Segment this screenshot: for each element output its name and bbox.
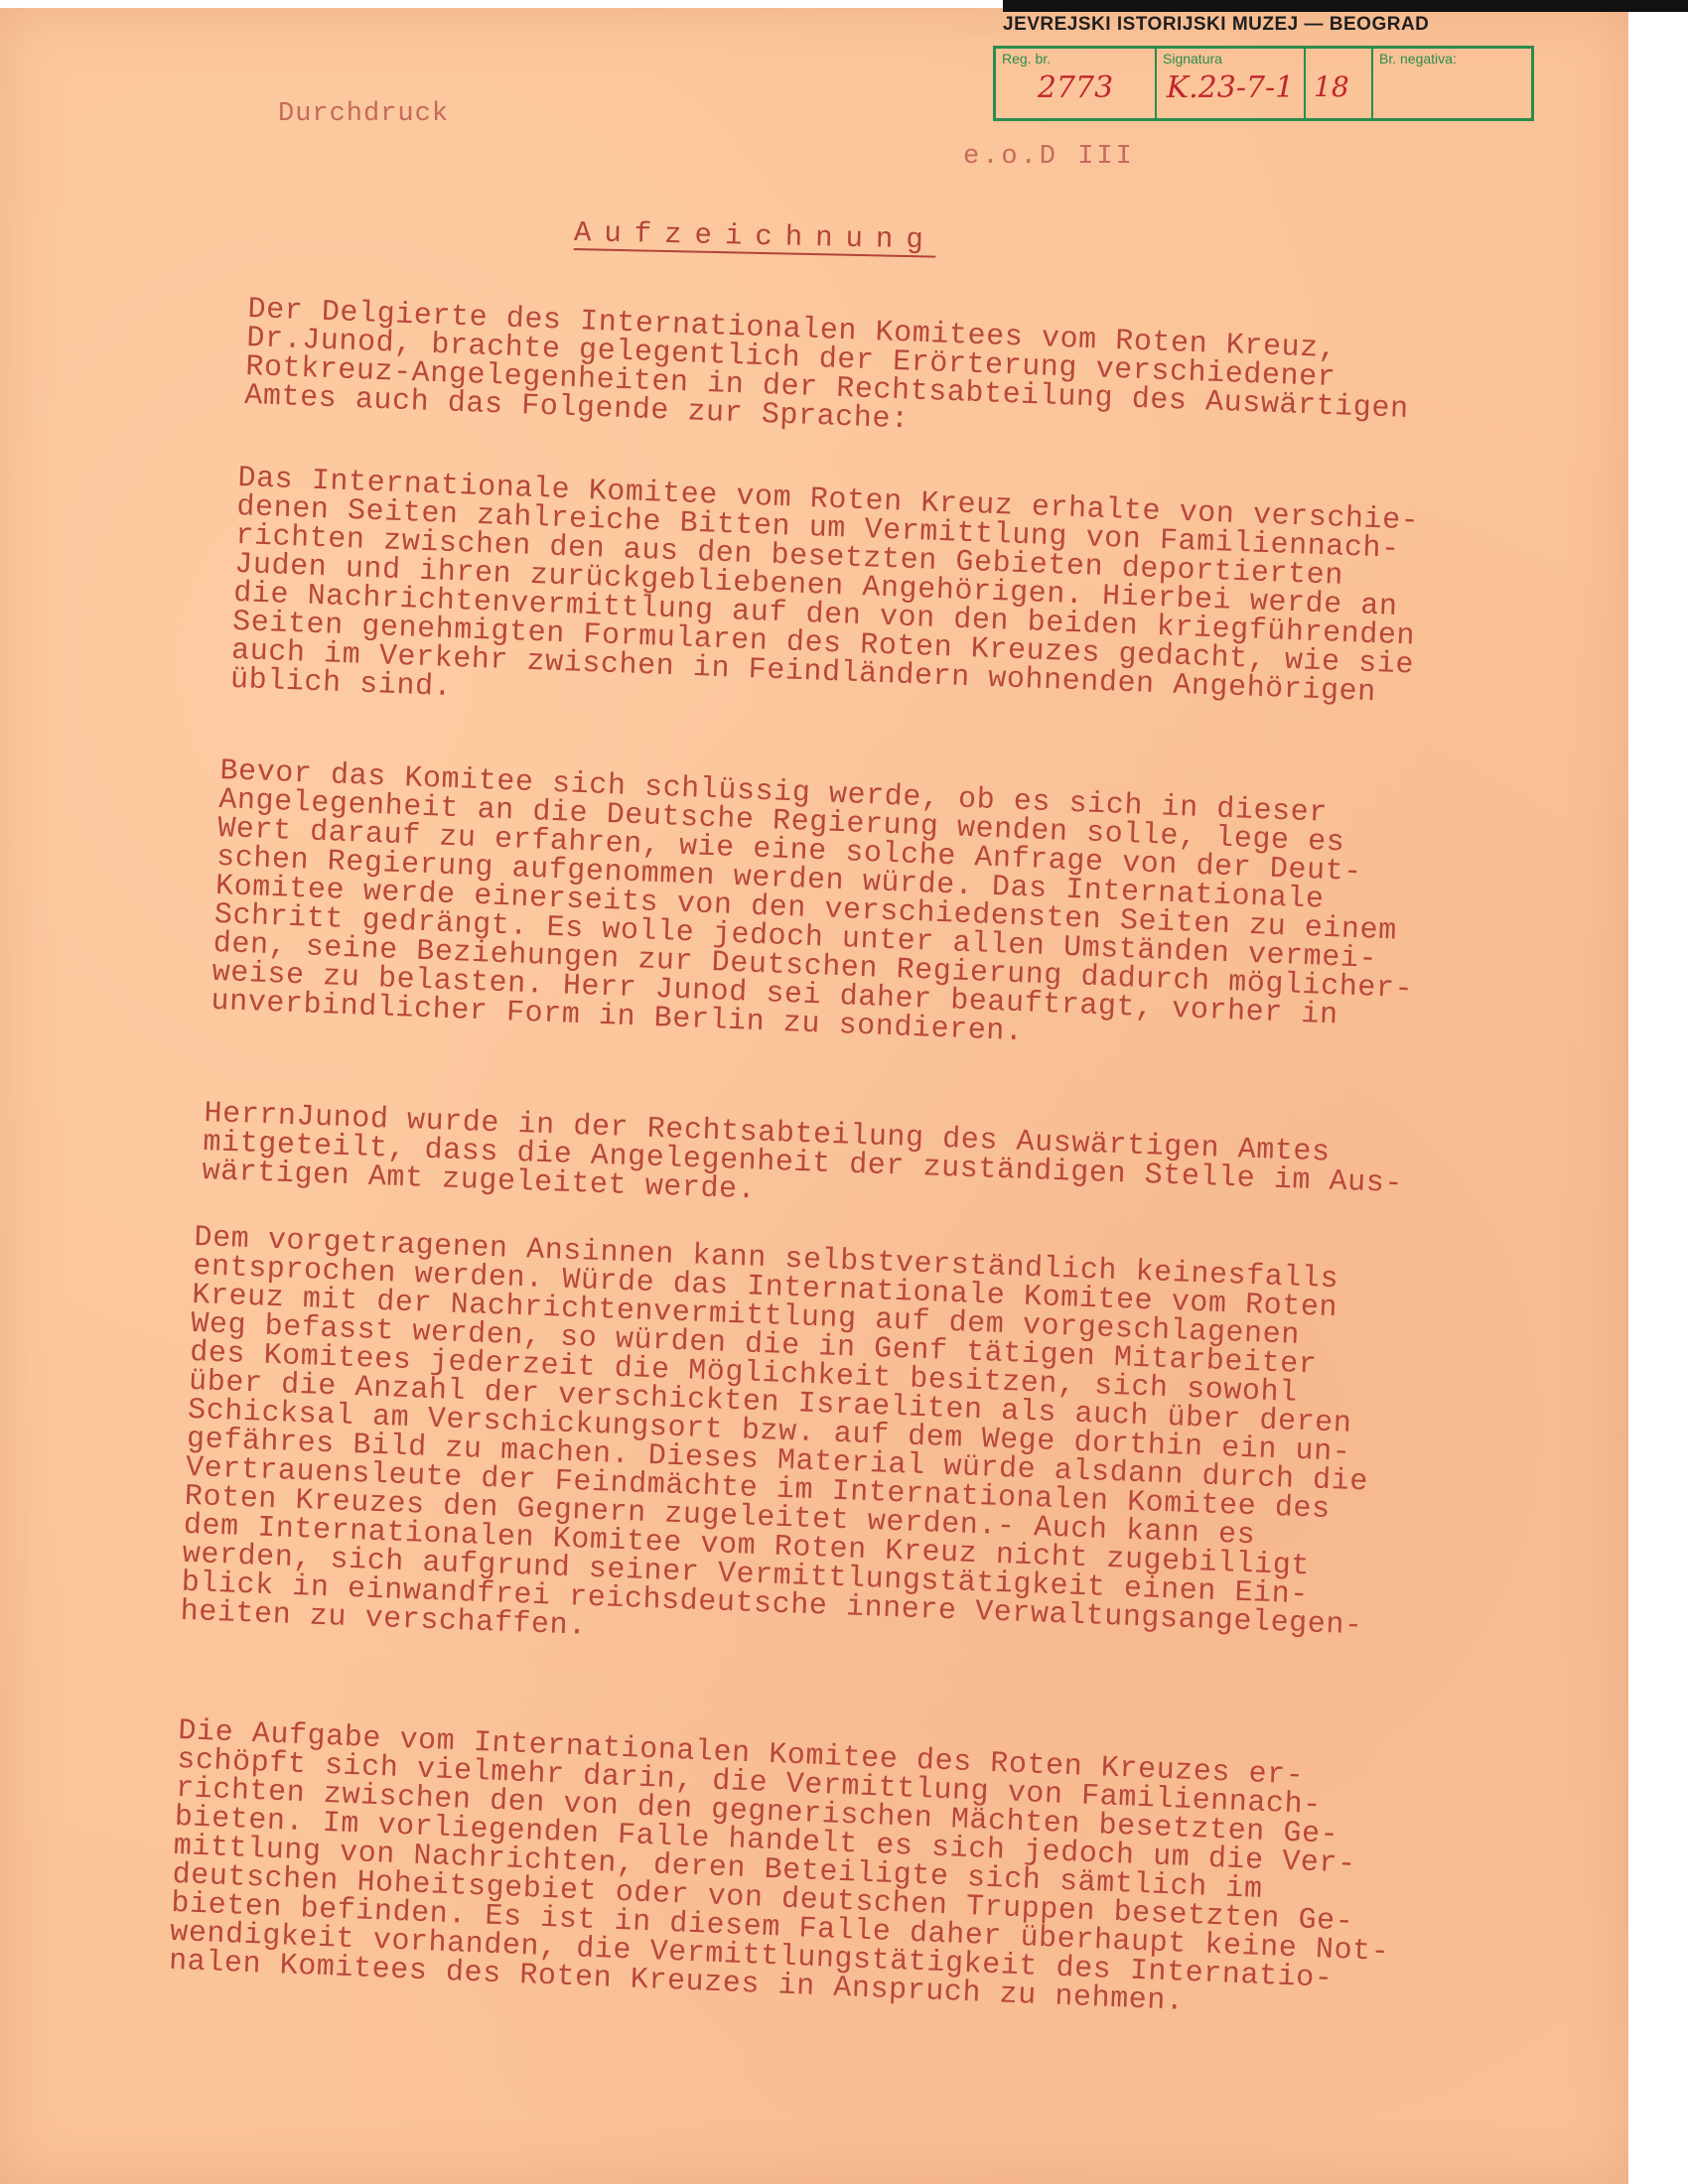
paragraph-4: HerrnJunod wurde in der Rechtsabteilung des Auswärtigen Amtes mitgeteilt, dass die Angelegenheit der zuständigen Stelle im Aus- wärtigen Amt zugeleitet werde.: [201, 1097, 1404, 1208]
paragraph-3: Bevor das Komitee sich schlüssig werde, ob es sich in dieser Angelegenheit an die Deutsche Regierung wenden solle, lege es Wert darauf zu erfahren, wie eine solche Anfrage von der Deut- schen Regierung aufgenommen werden würde. Das Internationale Komitee werde einerseits von den verschiedensten Seiten zu einem Schritt gedrängt. Es wolle jedoch unter allen Umständen vermei- den, seine Beziehungen zur Deutschen Regierung dadurch möglicher- weise zu belasten. Herr Junod sei daher beauftragt, vorher in unverbindlicher Form in Berlin zu sondieren.: [210, 754, 1414, 1050]
paragraph-6: Die Aufgabe vom Internationalen Komitee des Roten Kreuzes er- schöpft sich vielmehr darin, die Vermittlung von Familiennach- richten zwischen den von den gegnerischen Mächten besetzten Ge- bieten. Im vorliegenden Falle handelt es sich jedoch um die Ver- mittlung von Nachrichten, deren Beteiligte sich sämtlich im deutschen Hoheitsgebiet oder von deutschen Truppen besetzten Ge- bieten befinden. Es ist in diesem Falle daher überhaupt keine Not- wendigkeit vorhanden, die Vermittlungstätigkeit des Internatio- nalen Komitees des Roten Kreuzes in Anspruch zu nehmen.: [168, 1714, 1390, 2019]
document-page: [0, 8, 1628, 2184]
stamp-reg-label: Reg. br.: [1002, 51, 1052, 67]
stamp-signature-value: K.23-7-1: [1166, 70, 1295, 105]
stamp-reg-value: 2773: [1037, 70, 1114, 105]
document-title: Aufzeichnung: [573, 216, 937, 257]
stamp-negative-label: Br. negativa:: [1379, 51, 1457, 67]
scan-edge-bar: [1003, 0, 1688, 12]
archive-stamp: [993, 46, 1534, 121]
stamp-reg-cell: [996, 49, 1157, 118]
stamp-negative-cell: [1373, 49, 1531, 118]
reference-code: e.o.D III: [963, 142, 1135, 172]
copy-note: Durchdruck: [278, 99, 450, 129]
stamp-signature-cell: [1157, 49, 1306, 118]
stamp-signature-sub: 18: [1314, 70, 1349, 103]
paragraph-2: Das Internationale Komitee vom Roten Kreuz erhalte von verschie- denen Seiten zahlreiche Bitten um Vermittlung von Familiennach- richten zwischen den aus den besetzten Gebieten deportierten Juden und ihren zurückgebliebenen Angehörigen. Hierbei werde an die Nachrichtenvermittlung auf den von den beiden kriegführenden Seiten genehmigten Formularen des Roten Kreuzes gedacht, wie sie auch im Verkehr zwischen in Feindländern wohnenden Angehörigen üblich sind.: [229, 462, 1420, 711]
stamp-sub-cell: [1306, 49, 1373, 118]
archive-header: JEVREJSKI ISTORIJSKI MUZEJ — BEOGRAD: [1003, 14, 1430, 35]
paragraph-5: Dem vorgetragenen Ansinnen kann selbstverständlich keinesfalls entsprochen werden. Würde das Internationale Komitee vom Roten Kreuz mit der Nachrichtenvermittlung auf dem vorgeschlagenen Weg befasst werden, so würden die in Genf tätigen Mitarbeiter des Komitees jederzeit die Möglichkeit besitzen, sich sowohl über die Anzahl der verschickten Israeliten als auch über deren Schicksal am Verschickungsort bzw. auf dem Wege dorthin ein un- gefähres Bild zu machen. Dieses Material würde alsdann durch die Vertrauensleute der Feindmächte im Internationalen Komitee des Roten Kreuzes den Gegnern zugeleitet werden.- Auch kann es dem Internationalen Komitee vom Roten Kreuz nicht zugebilligt werden, sich aufgrund seiner Vermittlungstätigkeit einen Ein- blick in einwandfrei reichsdeutsche innere Verwaltungsangelegen- heiten zu verschaffen.: [180, 1221, 1369, 1644]
stamp-signature-label: Signatura: [1163, 51, 1222, 67]
paragraph-1: Der Delgierte des Internationalen Komitees vom Roten Kreuz, Dr.Junod, brachte gelegentlich der Erörterung verschiedener Rotkreuz-Angelegenheiten in der Rechtsabteilung des Auswärtigen Amtes auch das Folgende zur Sprache:: [243, 293, 1410, 438]
